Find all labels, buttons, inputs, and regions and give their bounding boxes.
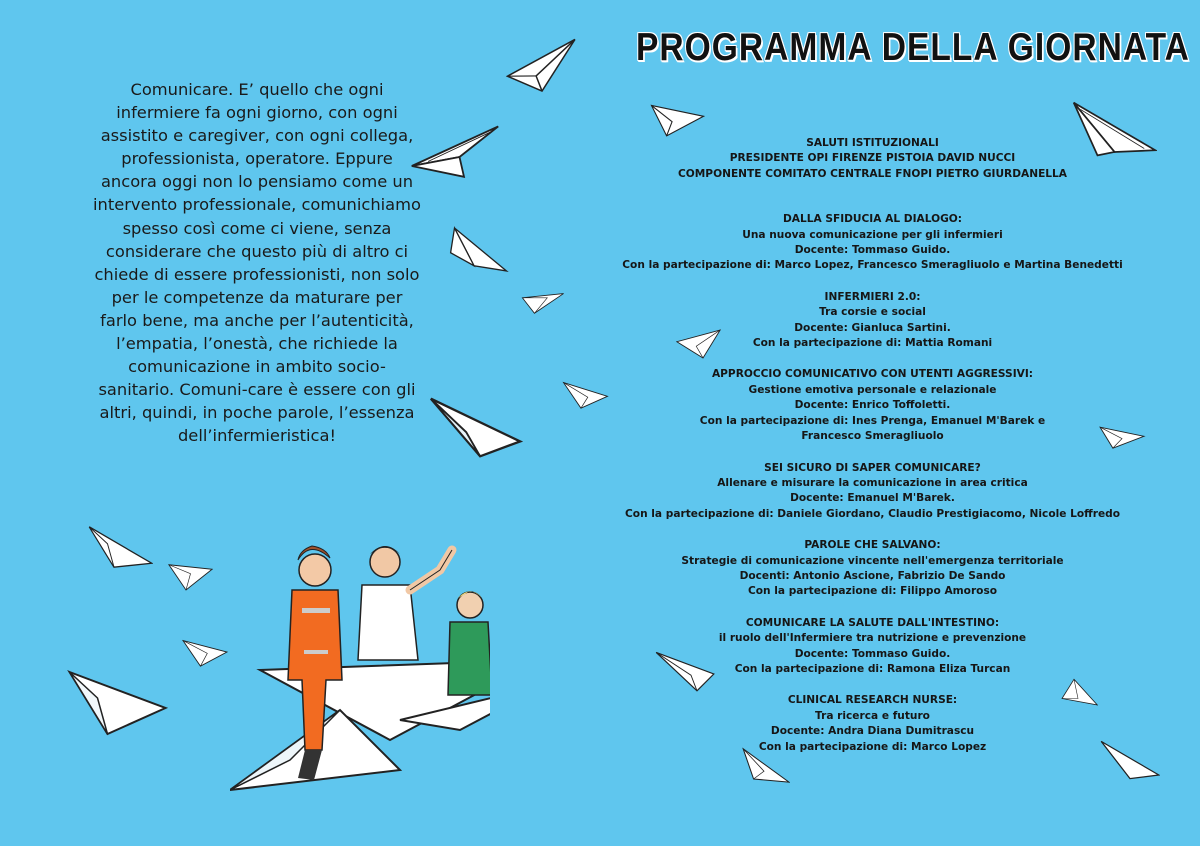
- paper-plane-icon: [518, 285, 568, 315]
- paper-plane-icon: [88, 522, 153, 572]
- paper-plane-icon: [558, 378, 613, 410]
- paper-plane-icon: [650, 100, 705, 138]
- paper-plane-icon: [180, 636, 230, 668]
- session-line: Con la partecipazione di: Marco Lopez, Francesco Smeragliuolo e Martina Benedetti: [622, 259, 1123, 272]
- green-nurse-figure: [448, 592, 490, 696]
- paper-plane-icon: [168, 560, 213, 592]
- session-line: Docente: Andra Diana Dumitrascu: [770, 725, 975, 738]
- session-line: COMUNICARE LA SALUTE DALL'INTESTINO:: [745, 616, 1000, 629]
- session-line: Francesco Smeragliuolo: [801, 430, 944, 443]
- paper-plane-icon: [448, 222, 513, 277]
- nurses-illustration: [230, 530, 490, 805]
- session-line: CLINICAL RESEARCH NURSE:: [787, 694, 958, 707]
- session-line: PRESIDENTE OPI FIRENZE PISTOIA DAVID NUCCI: [729, 152, 1016, 165]
- session-line: DALLA SFIDUCIA AL DIALOGO:: [782, 213, 963, 226]
- session-line: Gestione emotiva personale e relazionale: [748, 383, 997, 396]
- session-line: Docente: Enrico Toffoletti.: [794, 399, 951, 412]
- session-line: SALUTI ISTITUZIONALI: [806, 137, 939, 149]
- session-line: Tra corsie e social: [819, 306, 926, 319]
- program-title: PROGRAMMA DELLA GIORNATA: [636, 26, 1190, 69]
- session-line: COMPONENTE COMITATO CENTRALE FNOPI PIETRO GIURDANELLA: [677, 167, 1068, 180]
- session-line: Con la partecipazione di: Mattia Romani: [752, 337, 993, 350]
- session-utenti-aggressivi: [610, 367, 1135, 444]
- session-dalla-sfiducia: [610, 212, 1135, 274]
- session-line: SEI SICURO DI SAPER COMUNICARE?: [764, 461, 981, 474]
- paper-plane-icon: [410, 120, 500, 185]
- intro-paragraph: Comunicare. E’ quello che ogni infermiere fa ogni giorno, con ogni assistito e caregiver, con ogni collega, professionista, operatore. Eppure ancora oggi non lo pensiamo come un intervento professionale, comunichiamo spesso così come ci viene, senza considerare che questo più di altro ci chiede di essere professionisti, non solo per le competenze da maturare per farlo bene, ma anche per l’autenticità, l’empatia, l’onestà, che richiede la comunicazione in ambito socio-sanitario. Comuni-care è essere con gli altri, quindi, in poche parole, l’essenza dell’infermieristica!: [93, 80, 421, 446]
- session-line: Con la partecipazione di: Filippo Amoroso: [747, 585, 998, 598]
- session-infermieri-2-0: [610, 290, 1135, 352]
- session-line: Con la partecipazione di: Marco Lopez: [758, 740, 987, 753]
- session-line: Docente: Tommaso Guido.: [794, 647, 951, 660]
- session-line: Docente: Gianluca Sartini.: [794, 321, 951, 334]
- session-line: Strategie di comunicazione vincente nell'emergenza territoriale: [681, 554, 1064, 567]
- session-line: Docenti: Antonio Ascione, Fabrizio De Sando: [739, 569, 1006, 582]
- session-line: il ruolo dell'Infermiere tra nutrizione e prevenzione: [718, 632, 1027, 645]
- session-sei-sicuro: [610, 461, 1135, 523]
- session-line: Tra ricerca e futuro: [815, 709, 930, 722]
- session-salute-intestino: [610, 616, 1135, 678]
- session-line: Allenare e misurare la comunicazione in area critica: [717, 476, 1028, 489]
- session-line: Con la partecipazione di: Ines Prenga, Emanuel M'Barek e: [699, 414, 1046, 427]
- session-line: APPROCCIO COMUNICATIVO CON UTENTI AGGRESSIVI:: [711, 368, 1034, 381]
- paper-plane-icon: [60, 668, 175, 738]
- session-clinical-research: [610, 693, 1135, 755]
- session-line: Docente: Emanuel M'Barek.: [790, 492, 955, 505]
- session-line: INFERMIERI 2.0:: [824, 290, 921, 303]
- program-list: [610, 136, 1135, 771]
- session-line: Docente: Tommaso Guido.: [794, 244, 951, 257]
- white-nurse-figure: [358, 546, 452, 660]
- paper-plane-icon: [428, 395, 523, 460]
- session-line: Una nuova comunicazione per gli infermieri: [742, 228, 1003, 241]
- session-line: Con la partecipazione di: Ramona Eliza Turcan: [734, 662, 1011, 675]
- paper-plane-icon: [502, 35, 584, 100]
- session-saluti: [610, 136, 1135, 182]
- session-line: PAROLE CHE SALVANO:: [804, 539, 941, 552]
- session-line: Con la partecipazione di: Daniele Giordano, Claudio Prestigiacomo, Nicole Loffredo: [625, 507, 1120, 520]
- session-parole-che-salvano: [610, 538, 1135, 600]
